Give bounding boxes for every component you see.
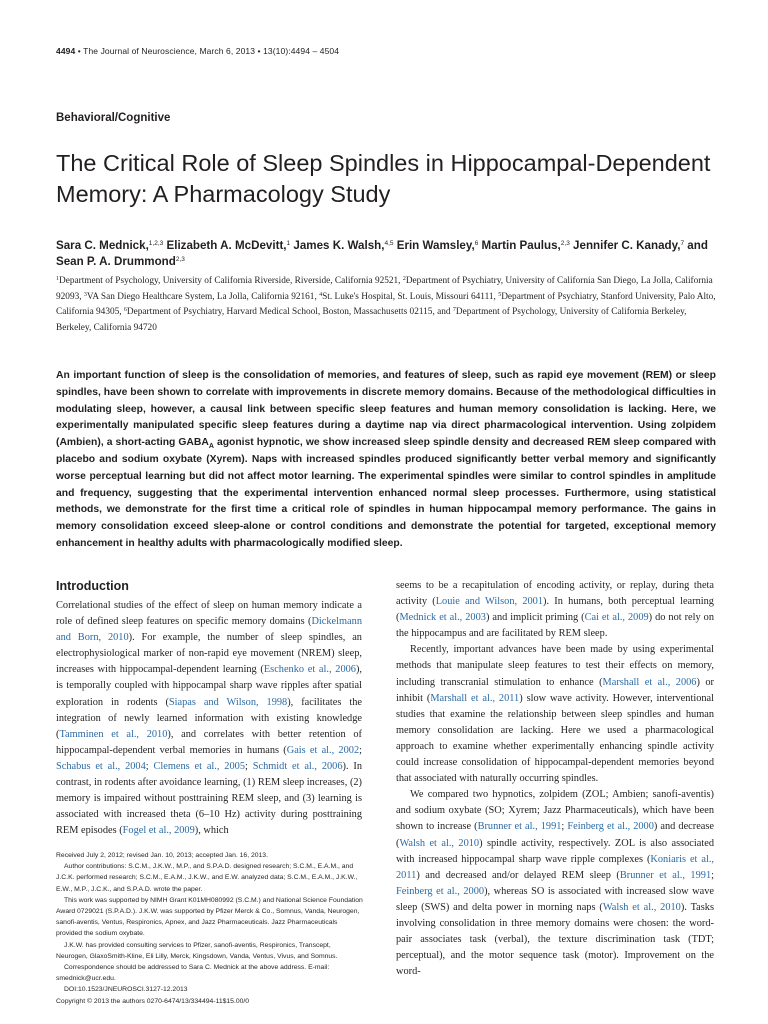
affiliation-text: Department of Psychiatry, University of California San Diego, La Jolla, California 92093, [56, 276, 713, 302]
right-column [396, 578, 714, 980]
abstract [56, 368, 716, 553]
citation-link[interactable]: Marshall et al., 2011 [430, 692, 520, 704]
paragraph-text: ), and correlates with better retention of hippocampal-dependent verbal memories in humans ( [56, 728, 362, 756]
citation-link[interactable]: Gais et al., 2002 [286, 744, 360, 756]
affiliation-text: Department of Psychiatry, Stanford University, Palo Alto, California 94305, [56, 291, 716, 317]
author-affiliation-marker: 7 [680, 240, 685, 247]
citation-link[interactable]: Eschenko et al., 2006 [263, 664, 356, 676]
paragraph-text: ), which [194, 825, 229, 837]
paragraph-text: ) or inhibit ( [396, 676, 714, 704]
citation-link[interactable]: Dickelmann and Born, 2010 [56, 616, 362, 644]
footnote-contributions: Author contributions: S.C.M., J.K.W., M.P., and S.P.A.D. designed research; S.C.M., E.A.M., and J.C.K. performed research; S.C.M., E.A.M., J.K.W., and E.W. analyzed data; S.C.M., E.A.M., J.K.W., E.W., M.P., J.C.K., and S.P.A.D. wrote the paper. [56, 863, 358, 893]
paragraph-text: ) and decreased and/or delayed REM sleep ( [416, 869, 620, 881]
citation-link[interactable]: Schmidt et al., 2006 [252, 760, 343, 772]
introduction-heading: Introduction [56, 579, 129, 593]
footnote-correspondence: Correspondence should be addressed to Sara C. Mednick at the above address. E-mail: smednick@ucr.edu. [56, 964, 330, 983]
journal-citation: • The Journal of Neuroscience, March 6, 2013 • 13(10):4494 – 4504 [75, 46, 340, 56]
paragraph-text: Recently, important advances have been made by using experimental methods that manipulate sleep features to test their effects on memory, including transcranial stimulation to enhance ( [396, 644, 714, 688]
citation-link[interactable]: Cai et al., 2009 [584, 612, 649, 624]
intro-paragraph-right-3 [396, 787, 714, 980]
paragraph-text: ). For example, the number of sleep spindles, an electrophysiological marker of non-rapid eye movement (NREM) sleep, increases with hippocampal-dependent learning ( [56, 632, 362, 676]
affiliation-number: 3 [83, 291, 87, 298]
footnotes [56, 850, 364, 1007]
affiliation-text: Department of Psychology, University of California Berkeley, Berkeley, California 94720 [56, 307, 687, 333]
citation-link[interactable]: Siapas and Wilson, 1998 [168, 696, 288, 708]
author-name: Sara C. Mednick, [56, 239, 149, 252]
paragraph-text: ; [145, 760, 154, 772]
paragraph-text: seems to be a recapitulation of encoding activity, or replay, during theta activity ( [396, 580, 714, 608]
citation-link[interactable]: Marshall et al., 2006 [602, 676, 697, 688]
abstract-subscript: A [208, 443, 214, 451]
paragraph-text: ). In contrast, in rodents after avoidance learning, (1) REM sleep increases, (2) memory is impaired without posttraining REM sleep, and (3) learning is associated with increased theta (6–10 Hz) activity during posttraining REM episodes ( [56, 760, 362, 837]
author-affiliation-marker: 2,3 [560, 240, 570, 247]
affiliation-number: 2 [402, 276, 406, 282]
paragraph-text: ). In humans, both perceptual learning ( [396, 596, 714, 624]
citation-link[interactable]: Feinberg et al., 2000 [567, 821, 654, 833]
affiliation-text: St. Luke's Hospital, St. Louis, Missouri 64111, [322, 291, 499, 302]
author-name: Martin Paulus, [478, 239, 561, 252]
footnote-consulting: J.K.W. has provided consulting services to Pfizer, sanofi-aventis, Respironics, Transcept, Neurogen, GlaxoSmith-Kline, Eli Lilly, Merck, Kingsdown, Vanda, Ventus, Vivus, and Somnus. [56, 941, 338, 960]
citation-link[interactable]: Mednick et al., 2003 [399, 612, 486, 624]
section-label: Behavioral/Cognitive [56, 112, 171, 124]
paragraph-text: ), facilitates the integration of newly learned information with existing knowledge ( [56, 696, 362, 740]
paragraph-text: ), whereas SO is associated with increased slow wave sleep (SWS) and delta power in morning naps ( [396, 885, 714, 913]
citation-link[interactable]: Walsh et al., 2010 [399, 837, 480, 849]
left-column [56, 578, 362, 839]
affiliation-number: 4 [319, 291, 323, 298]
abstract-part-2: agonist hypnotic, we show increased sleep spindle density and decreased REM sleep compared with placebo and sodium oxybate (Xyrem). Naps with increased spindles produced significantly better verbal memory and significantly worse perceptual learning but did not affect motor learning. The experimental spindles were similar to control spindles in amplitude and frequency, suggesting that the experimental intervention enhanced normal sleep processes. Furthermore, using statistical methods, we demonstrate for the first time a critical role of spindles in human hippocampal memory performance. The gains in memory consolidation exceed sleep-alone or control conditions and demonstrate the potential for targeted, exceptional memory enhancement in healthy adults with pharmacologically modified sleep. [56, 437, 716, 549]
citation-link[interactable]: Fogel et al., 2009 [122, 825, 195, 837]
paragraph-text: ) do not rely on the hippocampus and are facilitated by REM sleep. [396, 612, 714, 640]
page-number: 4494 [56, 46, 76, 56]
affiliations [56, 274, 721, 336]
affiliation-text: Department of Psychiatry, Harvard Medical School, Boston, Massachusetts 02115, and [126, 307, 453, 317]
author-list [56, 238, 716, 270]
affiliation-text: Department of Psychology, University of California Riverside, Riverside, California 92521, [59, 276, 403, 286]
intro-paragraph-right-1 [396, 578, 714, 642]
paragraph-text: We compared two hypnotics, zolpidem (ZOL; Ambien; sanofi-aventis) and sodium oxybate (SO; Xyrem; Jazz Pharmaceuticals), which have been shown to increase ( [396, 789, 714, 833]
paragraph-text: ) and implicit priming ( [485, 612, 585, 624]
affiliation-number: 6 [123, 307, 127, 313]
affiliation-text: VA San Diego Healthcare System, La Jolla, California 92161, [86, 291, 320, 302]
author-name: James K. Walsh, [290, 239, 385, 252]
footnote-copyright: Copyright © 2013 the authors 0270-6474/13/334494-11$15.00/0 [56, 997, 250, 1005]
paragraph-text: ; [711, 869, 714, 881]
paragraph-text: ; [561, 821, 568, 833]
author-affiliation-marker: 6 [474, 240, 479, 247]
citation-link[interactable]: Koniaris et al., 2011 [396, 853, 714, 881]
paragraph-text: ) spindle activity, respectively. ZOL is also associated with increased hippocampal sharp wave ripple complexes ( [396, 837, 714, 865]
citation-link[interactable]: Tamminen et al., 2010 [59, 728, 168, 740]
author-name: Elizabeth A. McDevitt, [163, 239, 287, 252]
paragraph-text: ) and decrease ( [396, 821, 714, 849]
footnote-funding: This work was supported by NIMH Grant K01MH080992 (S.C.M.) and National Science Foundation Award 0729021 (S.P.A.D.). J.K.W. was supported by Pfizer Merck & Co., Somnus, Vanda, Neurogen, sanofi-aventis, Ventus, Respironics, Apnex, and Jazz Pharmaceuticals. Jazz Pharmaceuticals provided the sodium oxybate. [56, 896, 363, 938]
affiliation-number: 7 [452, 307, 456, 313]
footnote-doi: DOI:10.1523/JNEUROSCI.3127-12.2013 [64, 986, 188, 994]
affiliation-number: 1 [56, 276, 59, 282]
citation-link[interactable]: Walsh et al., 2010 [602, 901, 681, 913]
citation-link[interactable]: Louie and Wilson, 2001 [435, 596, 544, 608]
running-head [56, 46, 339, 56]
author-affiliation-marker: 2,3 [175, 256, 185, 263]
author-affiliation-marker: 4,5 [384, 240, 394, 247]
abstract-part-1: An important function of sleep is the consolidation of memories, and features of sleep, such as rapid eye movement (REM) or sleep spindles, have been shown to correlate with improvements in discrete memory domains. Because of the methodological difficulties in modulating sleep, however, a causal link between specific sleep features and human memory consolidation is lacking. Here, we experimentally manipulated specific sleep features during a daytime nap via direct pharmacological intervention. Using zolpidem (Ambien), a short-acting GABA [56, 370, 716, 449]
author-affiliation-marker: 1 [286, 240, 291, 247]
author-name: Jennifer C. Kanady, [569, 239, 681, 252]
citation-link[interactable]: Schabus et al., 2004 [56, 760, 146, 772]
citation-link[interactable]: Brunner et al., 1991 [477, 821, 562, 833]
author-name: Erin Wamsley, [393, 239, 475, 252]
citation-link[interactable]: Feinberg et al., 2000 [396, 885, 485, 897]
intro-paragraph-left [56, 598, 362, 839]
paragraph-text: ) slow wave activity. However, interventional studies that examine the relationship between sleep spindles and human memory consolidation are lacking. Here we used a pharmacological approach to examine whether experimentally enhancing spindle activity could increase consolidation of hippocampal-dependent memories beyond that associated with naturally occurring spindles. [396, 692, 714, 785]
citation-link[interactable]: Brunner et al., 1991 [619, 869, 712, 881]
author-affiliation-marker: 1,2,3 [148, 240, 164, 247]
paragraph-text: ; [245, 760, 253, 772]
affiliation-number: 5 [498, 291, 502, 298]
citation-link[interactable]: Clemens et al., 2005 [153, 760, 245, 772]
paragraph-text: ; [359, 744, 362, 756]
paper-title: The Critical Role of Sleep Spindles in Hippocampal-Dependent Memory: A Pharmacology Study [56, 150, 711, 207]
paragraph-text: Correlational studies of the effect of sleep on human memory indicate a role of defined sleep features on specific memory domains ( [56, 600, 362, 628]
paragraph-text: ). Tasks involving consolidation in three memory domains were chosen: the word-pair associates task (verbal), the texture discrimination task (TDT; perceptual), and the motor sequence task (motor). Improvement on the word- [396, 901, 714, 978]
intro-paragraph-right-2 [396, 642, 714, 787]
paragraph-text: ), is temporally coupled with hippocampal sharp wave ripples after spatial exploration in rodents ( [56, 664, 362, 708]
author-name: and Sean P. A. Drummond [56, 239, 708, 268]
footnote-received: Received July 2, 2012; revised Jan. 10, 2013; accepted Jan. 16, 2013. [56, 852, 268, 859]
